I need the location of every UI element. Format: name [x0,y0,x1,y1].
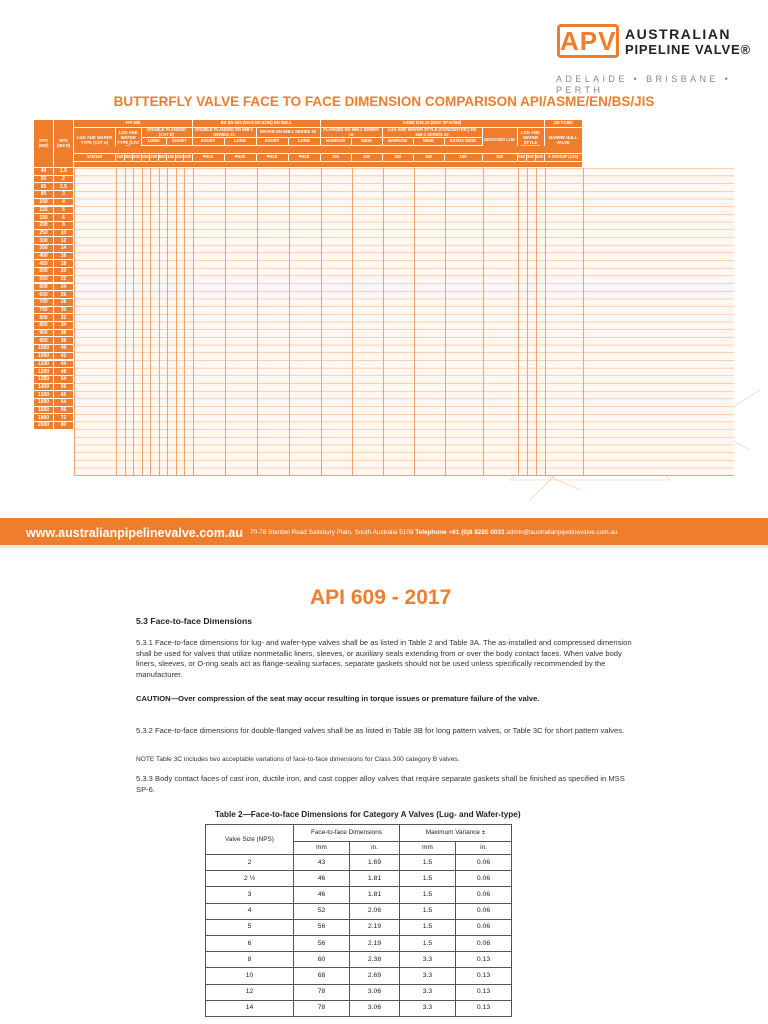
row-nps: 550 [34,276,54,284]
subgroup-header: LUG AND WAFER STYLE (CONCENTRIC) EN 558-1 SERIES 20 [383,128,483,138]
row-nps: 350 [34,245,54,253]
table-row [206,968,512,984]
table-cell: 2 ½ [206,871,294,887]
table-cell: 0.06 [456,871,512,887]
row-nps: 750 [34,307,54,315]
table-cell: 2.69 [350,968,400,984]
table-cell: 8 [206,952,294,968]
grid-line [583,168,584,476]
grid-line [159,168,160,476]
table-cell: 0.13 [456,952,512,968]
row-nps-inch: 36 [54,330,74,338]
table-cell: 56 [294,935,350,951]
row-nps-inch: 42 [54,353,74,361]
grid-line [289,168,290,476]
table-row [206,887,512,903]
row-nps: 900 [34,330,54,338]
table-row [206,871,512,887]
class-header: 600 [184,154,193,162]
row-nps-inch: 40 [54,345,74,353]
grid-line [150,168,151,476]
excerpt-title: API 609 - 2017 [310,586,452,609]
grid-line [193,168,194,476]
table-cell: 2.06 [350,903,400,919]
group-header: ASME B16.10 (MSS SP-67/68) [321,120,545,128]
table-row [206,984,512,1000]
grid-line [125,168,126,476]
table-cell: 0.13 [456,984,512,1000]
group-header: API 609 [74,120,193,128]
row-nps-inch: 60 [54,391,74,399]
grid-line [142,168,143,476]
row-nps: 500 [34,268,54,276]
row-nps: 650 [34,291,54,299]
grid-line [184,168,185,476]
pattern-header: NARROW [383,138,414,146]
row-nps: 1350 [34,376,54,384]
table-cell: 3.3 [400,1000,456,1016]
table-cell: 2 [206,855,294,871]
row-nps-inch: 2.5 [54,183,74,191]
table-cell: 3 [206,887,294,903]
nps-inch-header: NPS (INCH) [54,120,74,168]
row-nps: 200 [34,222,54,230]
table-cell: 10 [206,968,294,984]
table-cell: 0.13 [456,1000,512,1016]
row-nps: 950 [34,337,54,345]
row-nps-inch: 22 [54,276,74,284]
table-cell: 3.06 [350,984,400,1000]
caution-paragraph: CAUTION—Over compression of the seat may occur resulting in torque issues or premature failure of the valve. [136,694,540,703]
class-header: 150 [414,154,445,162]
table-cell: 1.5 [400,903,456,919]
telephone-number: +61 (0)8 8285 0033 [448,529,505,536]
pattern-header: SHORT [193,138,225,146]
row-nps: 65 [34,183,54,191]
table-cell: 3.06 [350,1000,400,1016]
contact-info [250,529,618,537]
table-cell: 1.69 [350,855,400,871]
table-cell: 0.13 [456,968,512,984]
header-spacer [74,146,583,154]
table-cell: 0.06 [456,903,512,919]
api609-table-2 [205,824,512,1017]
class-header: 150 [445,154,483,162]
row-nps: 850 [34,322,54,330]
row-nps-inch: 2 [54,176,74,184]
table-cell: 68 [294,968,350,984]
brand-line-1: AUSTRALIAN [625,26,731,42]
row-nps-inch: 34 [54,322,74,330]
table-cell: 3.3 [400,968,456,984]
row-nps: 1400 [34,384,54,392]
row-nps: 1050 [34,353,54,361]
row-nps-inch: 72 [54,414,74,422]
class-header: A GROUP (125) [545,154,583,162]
table-cell: 56 [294,919,350,935]
subgroup-header: DOUBLE FLANGED (CAT B) [142,128,193,138]
row-nps: 400 [34,253,54,261]
row-nps-inch: 4 [54,199,74,207]
grid-line [176,168,177,476]
class-header: PN25 [225,154,257,162]
group-header: BS EN 593 (WAS BS 5155) EN 558.1 [193,120,321,128]
table-row [206,1000,512,1016]
class-header: 150 [352,154,383,162]
class-header: 150 [167,154,176,162]
header-unit-in: in. [350,842,400,855]
address-text: 70-78 Stanbel Road Salisbury Plain, South Australia 5109 [250,529,414,536]
telephone-label: Telephone [415,529,447,536]
website-link[interactable]: www.australianpipelinevalve.com.au [26,526,243,540]
table-cell: 46 [294,887,350,903]
table-cell: 1.81 [350,871,400,887]
subgroup-header: LUG AND WAFER STYLE [518,128,545,154]
grid-line [167,168,168,476]
group-header: JIS F7480 [545,120,583,128]
section-heading: 5.3 Face-to-face Dimensions [136,616,253,626]
row-nps-inch: 38 [54,337,74,345]
row-nps-inch: 24 [54,284,74,292]
table-cell: 0.06 [456,919,512,935]
grid-line [518,168,519,476]
paragraph-5-3-2: 5.3.2 Face-to-face dimensions for double-flanged valves shall be as listed in Table 3B for long pattern valves, or Table 3C for short pattern valves. [136,726,625,735]
grid-line [321,168,322,476]
row-nps-inch: 26 [54,291,74,299]
table-cell: 46 [294,871,350,887]
class-header: 300 [176,154,185,162]
pattern-header: SHORT [167,138,193,146]
table-cell: 60 [294,952,350,968]
class-header: 300 [527,154,536,162]
row-nps: 1500 [34,391,54,399]
table-cell: 1.5 [400,855,456,871]
grid-line [116,168,117,476]
class-header: 150 [116,154,125,162]
table-row [206,919,512,935]
row-nps: 50 [34,176,54,184]
pattern-header: LONG [225,138,257,146]
table-cell: 0.06 [456,855,512,871]
row-nps-inch: 64 [54,399,74,407]
pattern-header: NARROW [321,138,352,146]
grid-line [445,168,446,476]
grid-line [352,168,353,476]
class-header: 150 [518,154,527,162]
grid-line [536,168,537,476]
table-cell: 12 [206,984,294,1000]
table-cell: 43 [294,855,350,871]
grid-line [383,168,384,476]
class-header: 150 [321,154,352,162]
row-nps: 1100 [34,361,54,369]
class-header: 300 [125,154,134,162]
row-nps-inch: 10 [54,230,74,238]
table-cell: 0.06 [456,935,512,951]
row-nps: 800 [34,314,54,322]
class-header: 150 [483,154,518,162]
subgroup-header: GROOVED LUG [483,128,518,154]
row-nps: 1600 [34,399,54,407]
table-cell: 1.5 [400,887,456,903]
row-nps-inch: 6 [54,214,74,222]
pattern-header: SHORT [257,138,289,146]
class-header: 300 [150,154,159,162]
table-cell: 52 [294,903,350,919]
footer-bar [0,518,768,548]
table-cell: 2.19 [350,935,400,951]
paragraph-5-3-1: 5.3.1 Face-to-face dimensions for lug- and wafer-type valves shall be as listed in Table 2 and Table 3A. The as-installed and compressed dimension shall be used for valves that utilize nonmetallic liners, sleeves, or auxiliary seals extending from or over the body contact faces. When valve body liners, sleeves, or O-ring seals act as flange-sealing surfaces, separate gaskets should not be used unless specifically recommended by the manufacturer. [136,638,632,679]
grid-line [225,168,226,476]
row-nps: 450 [34,260,54,268]
comparison-table [34,120,734,476]
header-valve-size: Valve Size (NPS) [206,825,294,855]
pattern-header: WIDE [414,138,445,146]
class-header: 150 [383,154,414,162]
pattern-header: EXTRA WIDE [445,138,483,146]
subgroup-header: FLANGED EN 558-1 SERIES 16 [321,128,383,138]
subgroup-header: MARINE HULL VALVE [545,128,583,154]
header-unit-mm: mm [400,842,456,855]
row-nps-inch: 14 [54,245,74,253]
subgroup-header: LUG AND WAFER TYPE (CAT A) [74,128,116,154]
row-nps-inch: 56 [54,384,74,392]
class-header: PN16 [257,154,289,162]
apv-logo: APV [557,24,619,58]
row-nps: 300 [34,237,54,245]
row-nps-inch: 48 [54,368,74,376]
paragraph-5-3-3: 5.3.3 Body contact faces of cast iron, ductile iron, and cast copper alloy valves that require separate gaskets shall be finished as specified in MSS SP-6. [136,774,625,794]
grid-line [414,168,415,476]
class-header: 600 [159,154,168,162]
grid-line [257,168,258,476]
nps-header: NPS (NW) [34,120,54,168]
table-cell: 1.5 [400,935,456,951]
row-nps-inch: 32 [54,314,74,322]
header-face-to-face: Face-to-face Dimensions [294,825,400,842]
row-nps: 700 [34,299,54,307]
row-nps-inch: 54 [54,376,74,384]
brand-line-2: PIPELINE VALVE® [625,42,751,57]
table-row [206,952,512,968]
row-nps: 600 [34,284,54,292]
row-nps-inch: 80 [54,422,74,430]
row-nps: 40 [34,168,54,176]
table-cell: 5 [206,919,294,935]
header-max-variance: Maximum Variance ± [400,825,512,842]
grid-line [527,168,528,476]
email-link[interactable]: admin@australianpipelinevalve.com.au [506,529,618,536]
class-header: 600 [536,154,545,162]
table-caption: Table 2—Face-to-face Dimensions for Category A Valves (Lug- and Wafer-type) [215,810,521,819]
comparison-table-body [74,168,734,476]
cities-line: ADELAIDE • BRISBANE • PERTH [556,74,732,95]
row-nps-inch: 18 [54,260,74,268]
class-header: 600 [133,154,142,162]
class-header: PN10 [193,154,225,162]
table-cell: 1.5 [400,871,456,887]
subgroup-header: WAFER EN 558-1 SERIES 20 [257,128,321,138]
header-unit-in: in. [456,842,512,855]
row-nps: 80 [34,191,54,199]
row-nps-inch: 30 [54,307,74,315]
row-nps: 1650 [34,407,54,415]
class-header: PN16 [289,154,321,162]
row-nps-inch: 16 [54,253,74,261]
grid-line [545,168,546,476]
row-nps-inch: 28 [54,299,74,307]
row-nps-inch: 5 [54,207,74,215]
row-nps-inch: 1.5 [54,168,74,176]
row-nps: 250 [34,230,54,238]
row-nps: 1800 [34,414,54,422]
grid-line [133,168,134,476]
row-nps: 150 [34,214,54,222]
table-cell: 6 [206,935,294,951]
table-cell: 1.81 [350,887,400,903]
row-nps: 1200 [34,368,54,376]
table-cell: 14 [206,1000,294,1016]
pattern-header: WIDE [352,138,383,146]
row-nps-inch: 20 [54,268,74,276]
table-cell: 1.5 [400,919,456,935]
row-nps-inch: 12 [54,237,74,245]
note-paragraph: NOTE Table 3C includes two acceptable variations of face-to-face dimensions for Class 300 category B valves. [136,756,460,763]
row-nps: 2000 [34,422,54,430]
table-cell: 2.38 [350,952,400,968]
pattern-header: LONG [289,138,321,146]
table-cell: 78 [294,984,350,1000]
table-cell: 3.3 [400,984,456,1000]
row-nps-inch: 66 [54,407,74,415]
table-cell: 4 [206,903,294,919]
sheet-title: BUTTERFLY VALVE FACE TO FACE DIMENSION COMPARISON API/ASME/EN/BS/JIS [113,94,655,109]
table-cell: 0.06 [456,887,512,903]
subgroup-header: DOUBLE FLANGED EN 558-1 SERIES 13 [193,128,257,138]
class-header: 150 [142,154,151,162]
row-nps-inch: 44 [54,361,74,369]
table-row [206,855,512,871]
row-nps: 125 [34,207,54,215]
subgroup-header: LUG AND WAFER TYPE (CAT [116,128,142,154]
table-row [206,935,512,951]
header-unit-mm: mm [294,842,350,855]
row-nps: 100 [34,199,54,207]
api609-excerpt-page [0,548,768,1024]
pattern-header: LONG [142,138,168,146]
table-cell: 2.19 [350,919,400,935]
table-row [206,903,512,919]
table-cell: 3.3 [400,952,456,968]
row-nps-inch: 8 [54,222,74,230]
grid-line [483,168,484,476]
row-nps-inch: 3 [54,191,74,199]
class-header: 125/150 [74,154,116,162]
row-nps: 1000 [34,345,54,353]
table-cell: 78 [294,1000,350,1016]
